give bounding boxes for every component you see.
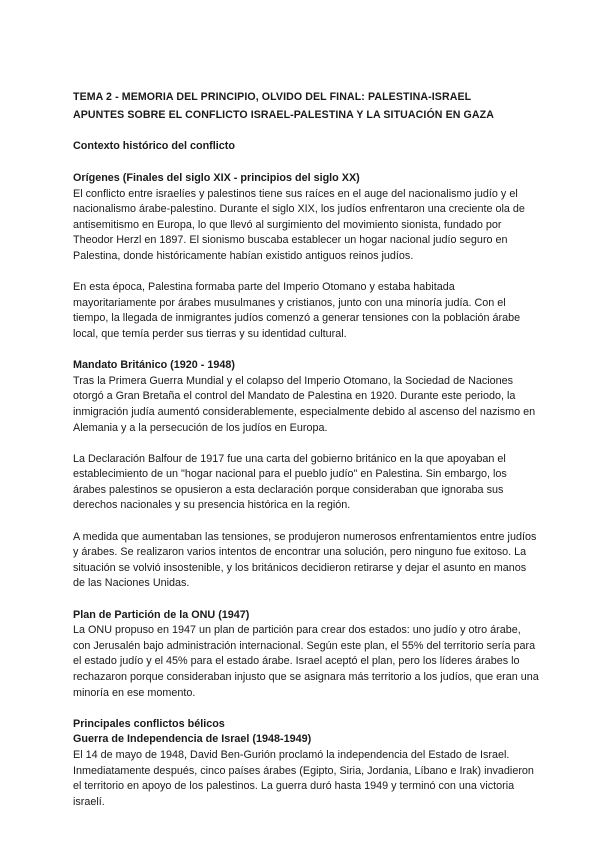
paragraph: Tras la Primera Guerra Mundial y el colapso del Imperio Otomano, la Sociedad de Naciones otorgó a Gran Bretaña el control del Mandato de Palestina en 1920. Durante este periodo, la inmigración judía aumentó considerablemente, especialmente debido al ascenso del nazismo en Alemania y a la persecución de los judíos en Europa. [73, 374, 536, 434]
paragraph: El conflicto entre israelíes y palestinos tiene sus raíces en el auge del nacionalismo judío y el nacionalismo árabe-palestino. Durante el siglo XIX, los judíos enfrentaron una creciente ola de antisemitismo en Europa, lo que llevó al surgimiento del movimiento sionista, fundado por Theodor Herzl en 1897. El sionismo buscaba establecer un hogar nacional judío seguro en Palestina, donde históricamente habían existido antiguos reinos judíos. [73, 187, 525, 262]
paragraph: En esta época, Palestina formaba parte del Imperio Otomano y estaba habitada mayoritariamente por árabes musulmanes y cristianos, junto con una minoría judía. Con el tiempo, la llegada de inmigrantes judíos comenzó a generar tensiones con la población árabe local, que temía perder sus tierras y su identidad cultural. [73, 281, 521, 340]
section-heading: Orígenes (Finales del siglo XIX - principios del siglo XX) [73, 172, 360, 184]
document-title-line-1: TEMA 2 - MEMORIA DEL PRINCIPIO, OLVIDO DEL FINAL: PALESTINA-ISRAEL [73, 91, 472, 103]
section-conflictos-belicos [73, 717, 540, 811]
section-mandato-britanico [73, 358, 540, 592]
sub-heading: Guerra de Independencia de Israel (1948-1949) [73, 733, 312, 746]
document-title-line-2: APUNTES SOBRE EL CONFLICTO ISRAEL-PALESTINA Y LA SITUACIÓN EN GAZA [73, 109, 494, 121]
section-plan-particion [73, 608, 540, 702]
section-heading: Plan de Partición de la ONU (1947) [73, 608, 250, 621]
paragraph: El 14 de mayo de 1948, David Ben-Gurión proclamó la independencia del Estado de Israel. Inmediatamente después, cinco países árabes (Egipto, Siria, Jordania, Líbano e Irak) invadieron el territorio en apoyo de los palestinos. La guerra duró hasta 1949 y terminó con una victoria israelí. [73, 748, 534, 808]
paragraph: A medida que aumentaban las tensiones, se produjeron numerosos enfrentamientos entre judíos y árabes. Se realizaron varios intentos de encontrar una solución, pero ninguno fue exitoso. La situación se volvió insostenible, y los británicos decidieron retirarse y dejar el asunto en manos de las Naciones Unidas. [73, 530, 537, 590]
section-heading: Mandato Británico (1920 - 1948) [73, 359, 236, 372]
section-origenes [73, 171, 540, 343]
paragraph: La ONU propuso en 1947 un plan de partición para crear dos estados: uno judío y otro árabe, con Jerusalén bajo administración internacional. Según este plan, el 55% del territorio sería para el estado judío y el 45% para el estado árabe. Israel aceptó el plan, pero los líderes árabes lo rechazaron porque consideraban injusto que se asignara más territorio a los judíos, que eran una minoría en ese momento. [73, 624, 539, 699]
context-heading: Contexto histórico del conflicto [73, 140, 235, 152]
major-heading: Principales conflictos bélicos [73, 717, 225, 730]
paragraph: La Declaración Balfour de 1917 fue una carta del gobierno británico en la que apoyaban el establecimiento de un "hogar nacional para el pueblo judío" en Palestina. Sin embargo, los árabes palestinos se opusieron a esta declaración porque consideraban que ignoraba sus derechos nacionales y su presencia histórica en la región. [73, 452, 507, 512]
